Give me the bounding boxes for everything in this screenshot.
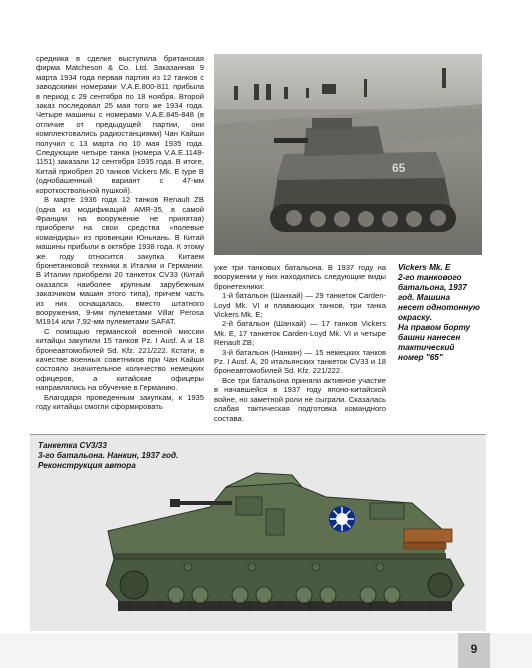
- caption-line: номер "65": [398, 353, 443, 362]
- svg-text:65: 65: [392, 161, 406, 175]
- photo-illustration: [214, 54, 482, 255]
- caption-line: Vickers Mk. E: [398, 263, 451, 272]
- plate-caption-line: 3-го батальона. Нанкин, 1937 год.: [38, 451, 179, 460]
- paragraph: Все три батальона приняли активное участие в начавшейся в 1937 году японо-китайской войне, но заметной роли не сыграли. Сказалась слабая тактическая подготовка командного состава.: [214, 375, 386, 423]
- page-footer: [0, 633, 532, 668]
- middle-text-column: [214, 263, 386, 423]
- page-number: 9: [470, 642, 478, 656]
- paragraph: 1-й батальон (Шанхай) — 29 танкеток Carden-Loyd Mk. VI и плавающих танков, три танка Vickers Mk. E;: [214, 291, 386, 320]
- paragraph: С помощью германской военной миссии китайцы закупили 15 танков Pz. I Ausf. A и 18 бронеавтомобилей Sd. Kfz. 221/222. Кстати, в качестве военных советников при Чан Кайши состояло значительное количество немецких офицеров, а китайские офицеры направлялись на обучение в Германию.: [36, 326, 204, 393]
- paragraph: Благодаря проведенным закупкам, к 1935 году китайцы смогли сформировать: [36, 392, 204, 412]
- caption-line: год. Машина: [398, 293, 451, 302]
- left-text-column: [36, 54, 204, 411]
- photo-caption: [398, 263, 484, 363]
- plate-caption: [38, 441, 178, 471]
- caption-line: окраску.: [398, 313, 433, 322]
- paragraph: уже три танковых батальона. В 1937 году на вооружении у них находились следующие виды бронетехники:: [214, 263, 386, 291]
- caption-line: тактический: [398, 343, 455, 352]
- caption-line: 2-го танкового: [398, 273, 462, 282]
- caption-line: батальона, 1937: [398, 283, 467, 292]
- paragraph: средника в сделке выступила британская фирма Matcheson & Co. Ltd. Заказанная 9 марта 1934 года первая партия из 12 танков с заводскими номерами V.A.E.800-811 прибыла в период с 29 сентября по 18 ноября. Второй заказ последовал 25 мая того же 1934 года. Четыре машины с номерами V.A.E.845-848 (в отличие от предыдущей партии, они комплектовались радиостанциями) Чан Кайши получил с 13 марта по 10 мая 1935 года. Следующие четыре танка (номера V.A.E.1148-1151) заказали 12 сентября 1935 года. В итоге, Китай приобрел 20 танков Vickers Mk. E type B (однобашенный вариант с 47-мм короткоствольной пушкой).: [36, 54, 204, 195]
- paragraph: В марте 1936 года 12 танков Renault ZB (одна из модификаций AMR-35, в самой Франции на вооружение не принятая) приобрели на свои средства «полевые командиры» из провинции Юньнань. В Китай машины прибыли в октябре 1938 года. К этому же году относится закупка Китаем бронетанковой техники в Италии и Германии. В Италии приобрели 20 танкеток CV33 (Китай оказался наиболее крупным зарубежным заказчиком машин этого типа), причем часть из них оснащалась, вместо штатного вооружения, 9-мм пулеметами Villar Perosa M1914 или 7,92-мм пулеметами SAFAT.: [36, 195, 204, 327]
- caption-line: башни нанесен: [398, 333, 461, 342]
- cv33-color-plate: [30, 434, 486, 631]
- paragraph: 3-й батальон (Нанкин) — 15 немецких танков Pz. I Ausf. A, 20 итальянских танкеток CV33 и 18 бронеавтомобилей Sd. Kfz. 221/222.: [214, 347, 386, 376]
- plate-caption-title: Танкетка CV3/33: [38, 441, 107, 450]
- page-number-box: [458, 633, 490, 668]
- vickers-tank-photo: [214, 54, 482, 255]
- caption-line: несет однотонную: [398, 303, 480, 312]
- caption-line: На правом борту: [398, 323, 471, 332]
- plate-caption-line: Реконструкция автора: [38, 461, 136, 470]
- paragraph: 2-й батальон (Шанхай) — 17 танков Vickers Mk. E, 17 танкеток Carden-Loyd Mk. VI и четыре Renault ZB;: [214, 319, 386, 348]
